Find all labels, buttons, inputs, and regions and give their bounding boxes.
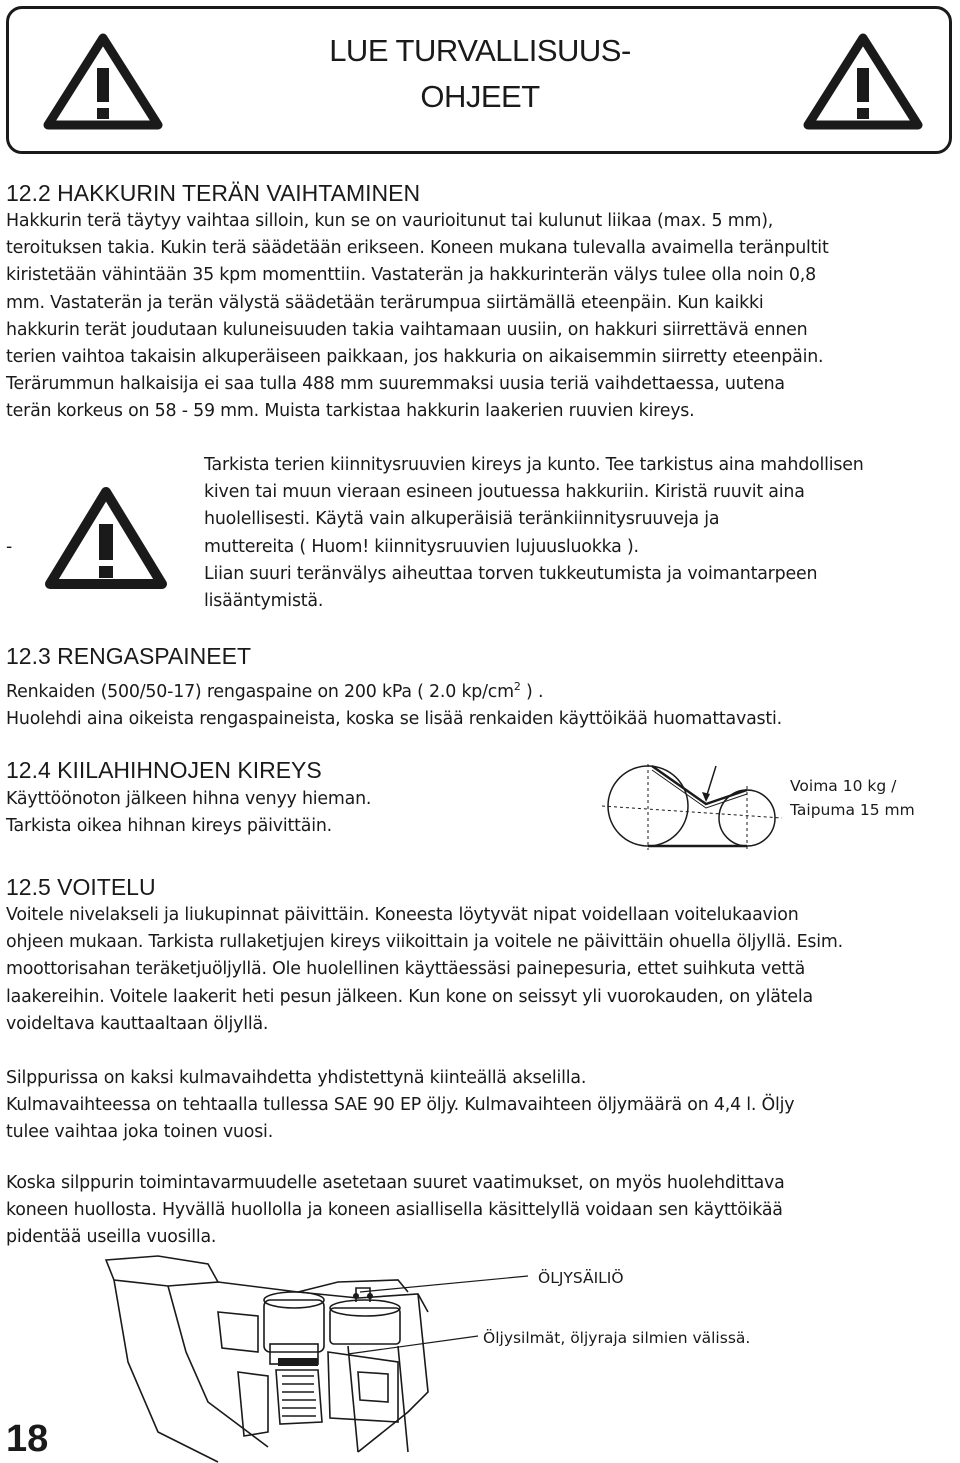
warning-triangle-icon — [40, 30, 166, 132]
section-12-5-paragraph-3: Koska silppurin toimintavarmuudelle asetetaan suuret vaatimukset, on myös huolehdittava koneen huollosta. Hyvällä huollolla ja koneen asiallisella käsittelyllä voidaan sen käyttöikää pidentää useilla vuosilla. — [6, 1173, 785, 1248]
belt-diagram-label: Voima 10 kg / Taipuma 15 mm — [790, 777, 915, 819]
warning-triangle-icon — [800, 30, 926, 132]
section-12-2-text: Hakkurin terä täytyy vaihtaa silloin, kun se on vaurioitunut tai kulunut liikaa (max. 5 mm), teroituksen takia. Kukin terä säädetään erikseen. Koneen mukana tulevalla avaimella teränpultit kiristetään vähintään 35 kpm momenttiin. Vastaterän ja hakkurinterän välys tulee olla noin 0,8 mm. Vastaterän ja terän välystä säädetään terärumpua siirtämällä eteenpäin. Kun kaikki hakkurin terät joudutaan kuluneisuuden takia vaihtamaan uusiin, on hakkuri siirrettävä ennen terien vaihtoa takaisin alkuperäiseen paikkaan, jos hakkuria on aikaisemmin siirretty eteenpäin. Terärummun halkaisija ei saa tulla 488 mm suuremmaksi uusia teriä vaihdettaessa, uutena terän korkeus on 58 - 59 mm. Muista tarkistaa hakkurin laakerien ruuvien kireys. — [6, 211, 829, 422]
section-heading-12-2: 12.2 HAKKURIN TERÄN VAIHTAMINEN — [6, 180, 421, 206]
banner-title: LUE TURVALLISUUS- OHJEET — [329, 33, 631, 114]
section-heading-12-4: 12.4 KIILAHIHNOJEN KIREYS — [6, 757, 322, 783]
warning-note-text: Tarkista terien kiinnitysruuvien kireys ja kunto. Tee tarkistus aina mahdollisen kiven tai muun vieraan esineen joutuessa hakkuriin. Kiristä ruuvit aina huolellisesti. Käytä vain alkuperäisiä teränkiinnitysruuveja ja muttereita ( Huom! kiinnitysruuvien lujuusluokka ). Liian suuri teränvälys aiheuttaa torven tukkeutumista ja voimantarpeen lisääntymistä. — [204, 455, 864, 612]
note-dash: - — [6, 537, 13, 557]
belt-tension-diagram — [592, 762, 792, 858]
section-heading-12-3: 12.3 RENGASPAINEET — [6, 643, 251, 669]
section-heading-12-5: 12.5 VOITELU — [6, 874, 156, 900]
page-number: 18 — [6, 1418, 49, 1460]
section-12-3-text: Renkaiden (500/50-17) rengaspaine on 200 kPa ( 2.0 $kp/cm^2$ ) . Huolehdi aina oikeista rengaspaineista, koska se lisää renkaiden käyttöikää huomattavasti. — [6, 680, 782, 729]
section-12-5-paragraph-2: Silppurissa on kaksi kulmavaihdetta yhdistettynä kiinteällä akselilla. Kulmavaihteessa on tehtaalla tullessa SAE 90 EP öljy. Kulmavaihteen öljymäärä on 4,4 l. Öljy tulee vaihtaa joka toinen vuosi. — [6, 1068, 795, 1143]
gearbox-machine-illustration — [98, 1252, 538, 1463]
section-12-4-text: Käyttöönoton jälkeen hihna venyy hieman. Tarkista oikea hihnan kireys päivittäin. — [6, 789, 372, 837]
section-12-5-paragraph-1: Voitele nivelakseli ja liukupinnat päivittäin. Koneesta löytyvät nipat voidellaan voitelukaavion ohjeen mukaan. Tarkista rullaketjujen kireys viikoittain ja voitele ne päivittäin ohuella öljyllä. Esim. moottorisahan teräketjuöljyllä. Ole huolellinen käyttäessäsi painepesuria, ettet suihkuta vettä laakereihin. Voitele laakerit heti pesun jälkeen. Kun kone on seissyt yli vuorokauden, on ylätela voideltava kauttaaltaan öljyllä. — [6, 905, 843, 1034]
figure-label-oil-sight: Öljysilmät, öljyraja silmien välissä. — [483, 1329, 751, 1347]
warning-triangle-icon — [40, 482, 172, 594]
figure-label-oil-tank: ÖLJYSÄILIÖ — [538, 1269, 624, 1287]
